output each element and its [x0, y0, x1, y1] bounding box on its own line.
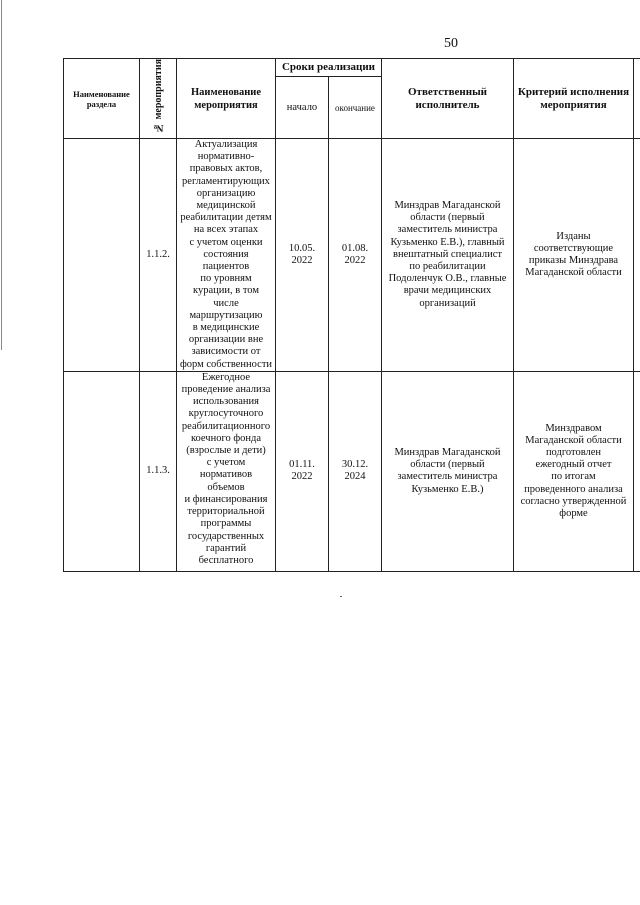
- row-end-cell: 30.12. 2024: [329, 371, 382, 571]
- row-criterion-cell: Минздравом Магаданской области подготовлен ежегодный отчет по итогам проведенного анализа согласно утвержденной форме: [514, 371, 634, 571]
- row-event-name-cell: Актуализация нормативно- правовых актов, регламентирующих организацию медицинской реабилитации детям на всех этапах с учетом оценки состояния пациентов по уровням курации, в том числе маршрутизацию в медицинские организации вне зависимости от форм собственности: [177, 139, 276, 372]
- header-event-no: [140, 59, 177, 139]
- header-end: окончание: [329, 77, 382, 139]
- row-section-cell: [64, 139, 140, 372]
- table-row: [64, 139, 640, 372]
- row-cut-cell: [634, 371, 640, 571]
- header-cut-column: [634, 59, 640, 139]
- row-section-cell: [64, 371, 140, 571]
- header-criterion: Критерий исполнения мероприятия: [514, 59, 634, 139]
- header-start: начало: [276, 77, 329, 139]
- scan-edge-line: [1, 0, 2, 350]
- row-end-cell: 01.08. 2022: [329, 139, 382, 372]
- row-number-cell: 1.1.3.: [140, 371, 177, 571]
- page-number: 50: [444, 36, 458, 51]
- header-event-name: Наименование мероприятия: [177, 59, 276, 139]
- row-start-cell: 01.11. 2022: [276, 371, 329, 571]
- header-row-top: [64, 59, 640, 77]
- row-responsible-cell: Минздрав Магаданской области (первый заместитель министра Кузьменко Е.В.): [382, 371, 514, 571]
- row-criterion-cell: Изданы соответствующие приказы Минздрава Магаданской области: [514, 139, 634, 372]
- header-responsible: Ответственный исполнитель: [382, 59, 514, 139]
- header-section-name: Наименование раздела: [64, 59, 140, 139]
- row-start-cell: 10.05. 2022: [276, 139, 329, 372]
- scan-speck: [340, 596, 342, 597]
- header-deadlines: Сроки реализации: [276, 59, 382, 77]
- table-row: [64, 371, 640, 571]
- row-event-name-cell: Ежегодное проведение анализа использования круглосуточного реабилитационного коечного фонда (взрослые и дети) с учетом нормативов объемов и финансирования территориальной программы государственных гарантий бесплатного: [177, 371, 276, 571]
- measures-table: [63, 58, 640, 572]
- row-cut-cell: [634, 139, 640, 372]
- row-number-cell: 1.1.2.: [140, 139, 177, 372]
- row-responsible-cell: Минздрав Магаданской области (первый заместитель министра Кузьменко Е.В.), главный внештатный специалист по реабилитации Подоленчук О.В., главные врачи медицинских организаций: [382, 139, 514, 372]
- header-event-no-text: № мероприятия: [152, 59, 164, 133]
